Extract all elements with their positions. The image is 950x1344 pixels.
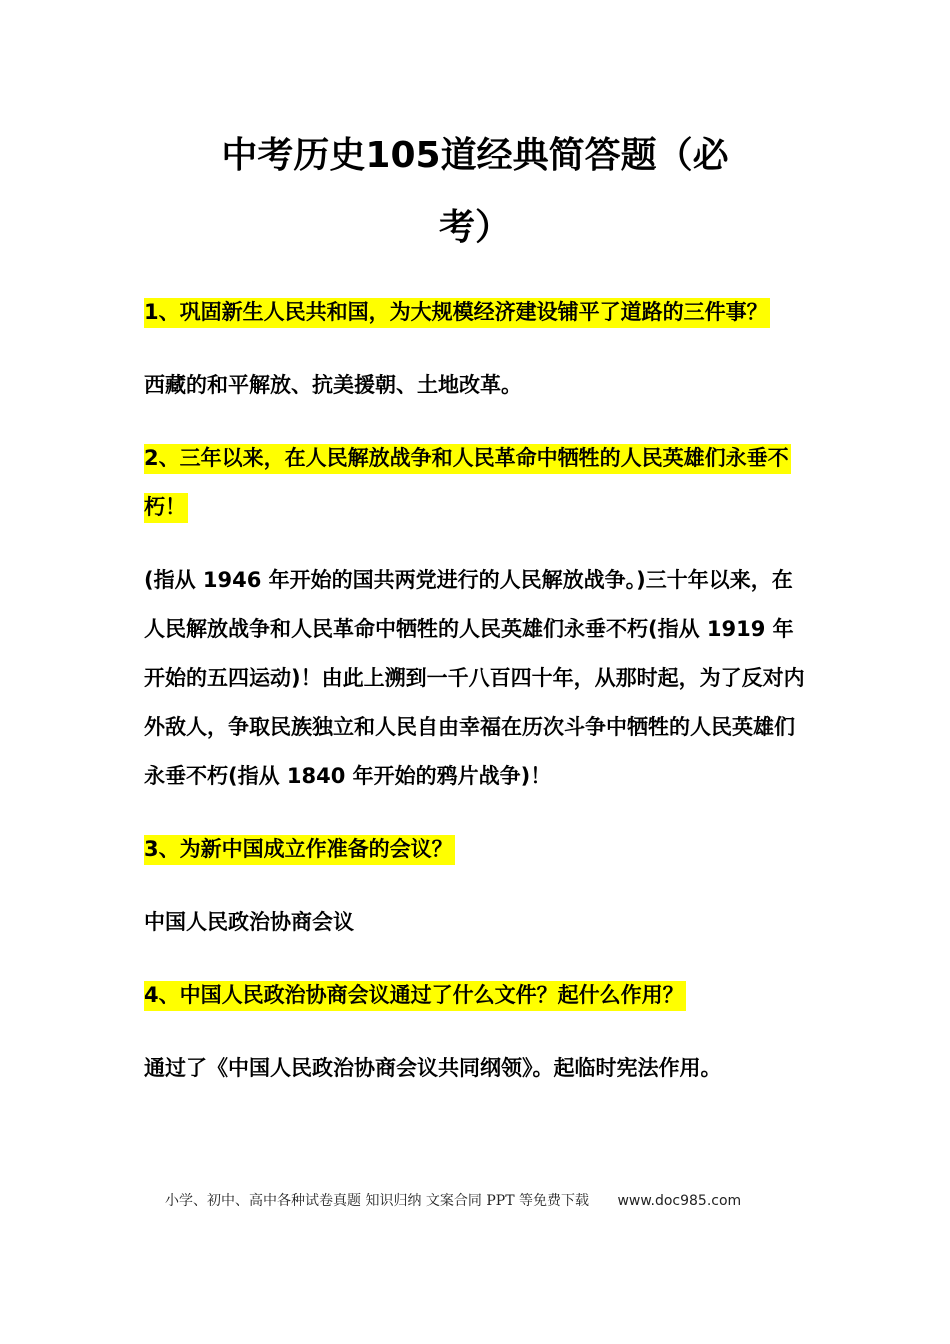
question-4-text: 4、中国人民政治协商会议通过了什么文件？起什么作用？ [144, 981, 686, 1011]
qa-list [144, 288, 809, 1093]
question-2 [144, 434, 809, 532]
page-title [130, 120, 820, 264]
question-2-text: 2、三年以来，在人民解放战争和人民革命中牺牲的人民英雄们永垂不朽！ [144, 444, 791, 523]
question-3 [144, 825, 809, 874]
answer-4: 通过了《中国人民政治协商会议共同纲领》。起临时宪法作用。 [144, 1056, 722, 1080]
question-1-text: 1、巩固新生人民共和国，为大规模经济建设铺平了道路的三件事？ [144, 298, 770, 328]
footer-text: 小学、初中、高中各种试卷真题 知识归纳 文案合同 PPT 等免费下载 [165, 1193, 589, 1209]
footer-site-link[interactable]: www.doc985.com [617, 1193, 742, 1209]
question-1 [144, 288, 809, 337]
question-3-text: 3、为新中国成立作准备的会议？ [144, 835, 455, 865]
answer-1: 西藏的和平解放、抗美援朝、土地改革。 [144, 373, 522, 397]
title-line-1: 中考历史105道经典简答题（必 [221, 135, 729, 176]
answer-3: 中国人民政治协商会议 [144, 910, 354, 934]
page-footer [165, 1190, 741, 1210]
answer-2: (指从 1946 年开始的国共两党进行的人民解放战争。)三十年以来，在人民解放战争和人民革命中牺牲的人民英雄们永垂不朽(指从 1919 年开始的五四运动)！由此上溯到一千八百四十年，从那时起，为了反对内外敌人，争取民族独立和人民自由幸福在历次斗争中牺牲的人民英雄们永垂不朽(指从 1840 年开始的鸦片战争)！ [144, 568, 805, 788]
title-line-2: 考） [438, 207, 511, 248]
question-4 [144, 971, 809, 1020]
